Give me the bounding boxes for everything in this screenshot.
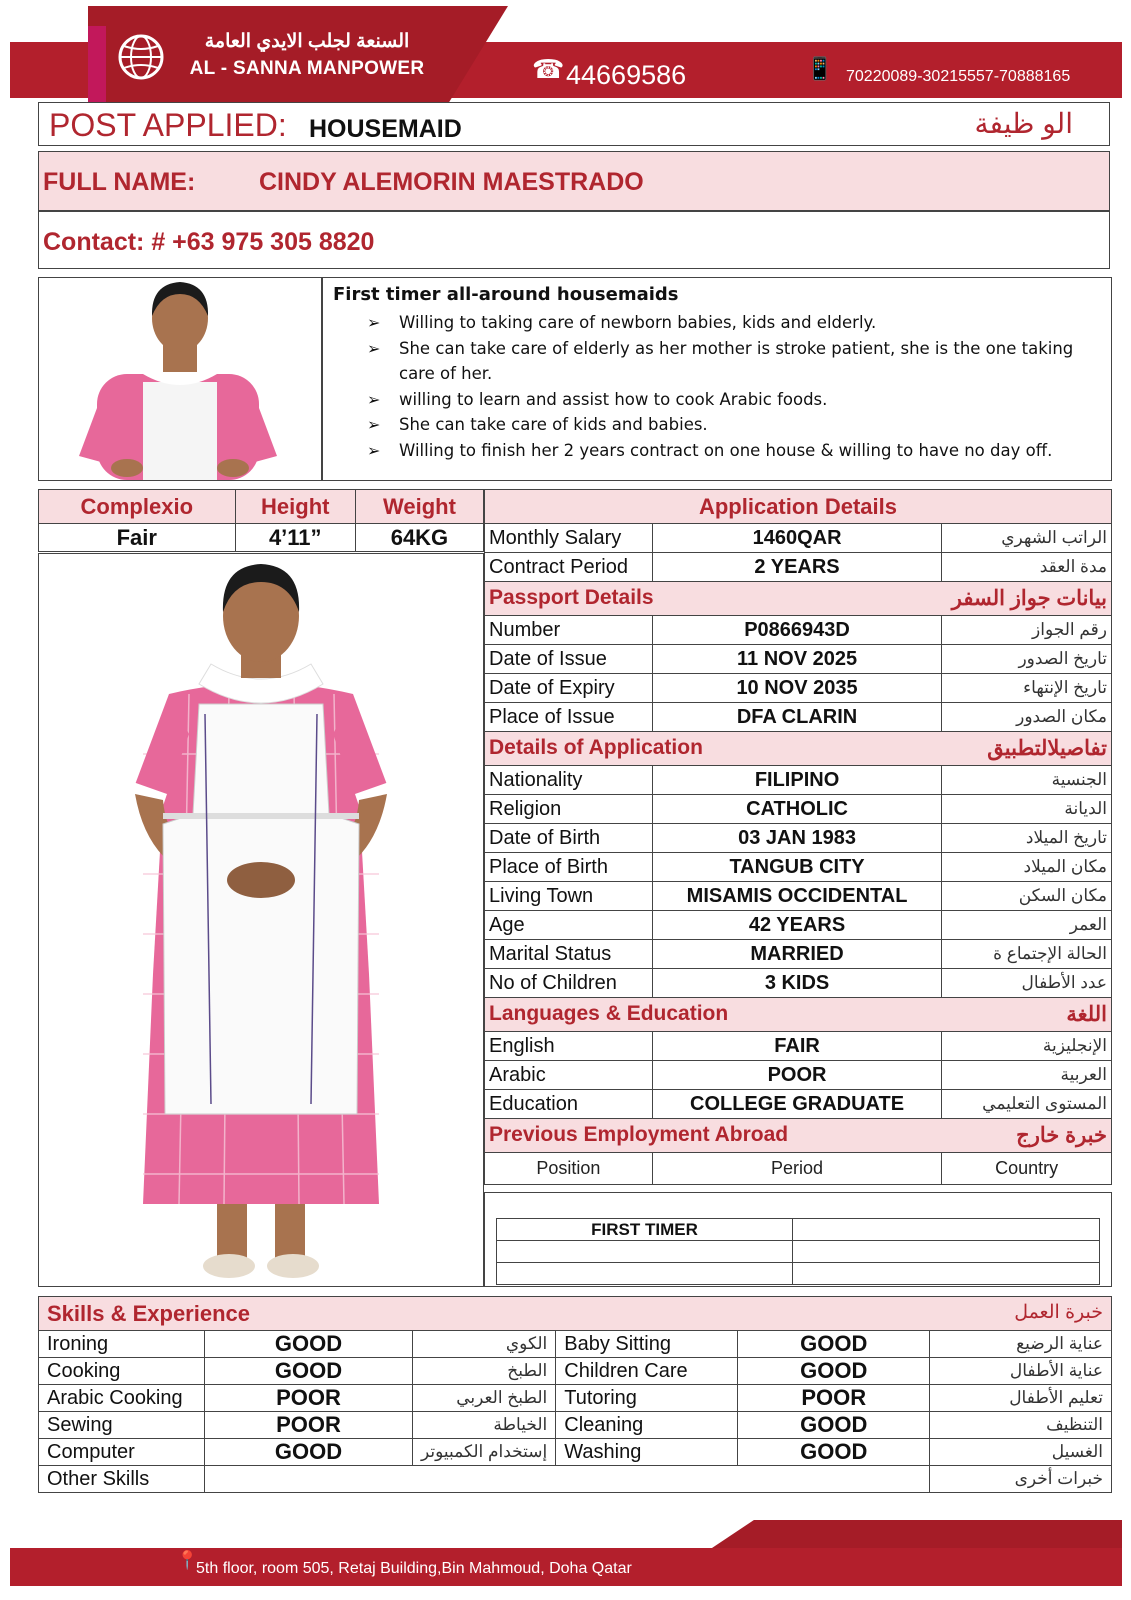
skill-label-arabic: تعليم الأطفال	[930, 1385, 1112, 1412]
contract-label-arabic: مدة العقد	[942, 553, 1112, 582]
table-row	[485, 766, 1112, 795]
skill-label: Computer	[39, 1439, 205, 1466]
skill-label-arabic: الطبخ	[413, 1358, 556, 1385]
nationality-value: FILIPINO	[652, 766, 941, 795]
religion-arabic: الديانة	[942, 795, 1112, 824]
table-row	[39, 1439, 1112, 1466]
skill-label: Arabic Cooking	[39, 1385, 205, 1412]
details-section-title: Details of Application	[489, 736, 703, 759]
details-section-header	[485, 732, 1112, 766]
passport-section-title: Passport Details	[489, 586, 654, 609]
table-row	[497, 1263, 1100, 1285]
table-row	[485, 853, 1112, 882]
company-name-english: AL - SANNA MANPOWER	[189, 58, 425, 79]
passport-number-arabic: رقم الجواز	[942, 616, 1112, 645]
full-name-value: CINDY ALEMORIN MAESTRADO	[259, 168, 644, 196]
skill-label: Washing	[556, 1439, 738, 1466]
skill-level: GOOD	[738, 1331, 930, 1358]
full-name-row	[38, 151, 1110, 211]
expiry-date-arabic: تاريخ الإنتهاء	[942, 674, 1112, 703]
application-details-table	[484, 489, 1112, 1185]
skill-label: Ironing	[39, 1331, 205, 1358]
table-row	[485, 553, 1112, 582]
languages-section-title: Languages & Education	[489, 1002, 729, 1025]
header-accent-stripe	[88, 26, 106, 106]
table-row	[485, 882, 1112, 911]
skills-table	[38, 1296, 1112, 1493]
telephone-icon: ☎	[532, 54, 565, 84]
contact-row	[38, 211, 1110, 269]
table-row	[497, 1241, 1100, 1263]
skill-level: GOOD	[738, 1412, 930, 1439]
issue-place-arabic: مكان الصدور	[942, 703, 1112, 732]
birth-place-arabic: مكان الميلاد	[942, 853, 1112, 882]
previous-employment-column-headers	[485, 1153, 1112, 1185]
birth-place-label: Place of Birth	[485, 853, 653, 882]
skill-level: GOOD	[738, 1358, 930, 1385]
position-header: Position	[485, 1153, 653, 1185]
skill-label: Baby Sitting	[556, 1331, 738, 1358]
passport-number-label: Number	[485, 616, 653, 645]
passport-section-title-arabic: بيانات جواز السفر	[951, 587, 1107, 610]
period-header: Period	[652, 1153, 941, 1185]
education-arabic: المستوى التعليمي	[942, 1090, 1112, 1119]
table-row	[485, 703, 1112, 732]
english-label: English	[485, 1032, 653, 1061]
expiry-date-value: 10 NOV 2035	[652, 674, 941, 703]
children-label: No of Children	[485, 969, 653, 998]
mobile-numbers: 70220089-30215557-70888165	[846, 68, 1071, 85]
previous-period-cell	[793, 1263, 1100, 1285]
skill-label-arabic: الغسيل	[930, 1439, 1112, 1466]
other-skills-arabic: خبرات أخرى	[930, 1466, 1112, 1493]
table-row	[39, 1466, 1112, 1493]
nationality-arabic: الجنسية	[942, 766, 1112, 795]
table-row	[485, 940, 1112, 969]
skill-label-arabic: عناية الرضيع	[930, 1331, 1112, 1358]
contract-label: Contract Period	[485, 553, 653, 582]
skill-label-arabic: عناية الأطفال	[930, 1358, 1112, 1385]
english-value: FAIR	[652, 1032, 941, 1061]
post-applied-row	[38, 102, 1110, 146]
previous-period-cell	[793, 1241, 1100, 1263]
table-row	[497, 1219, 1100, 1241]
skills-title-arabic: خبرة العمل	[1014, 1301, 1103, 1323]
passport-section-header	[485, 582, 1112, 616]
application-details-title: Application Details	[485, 490, 1112, 524]
office-phone: 44669586	[566, 60, 687, 90]
table-row	[485, 969, 1112, 998]
table-row	[485, 524, 1112, 553]
previous-employment-header	[485, 1119, 1112, 1153]
office-address: 5th floor, room 505, Retaj Building,Bin Mahmoud, Doha Qatar	[196, 1560, 632, 1577]
table-row	[39, 1412, 1112, 1439]
skill-label-arabic: الخياطة	[413, 1412, 556, 1439]
details-section-title-arabic: تفاصيلالتطبيق	[987, 737, 1107, 760]
height-value: 4’11”	[235, 524, 355, 552]
weight-value: 64KG	[355, 524, 483, 552]
other-skills-label: Other Skills	[39, 1466, 205, 1493]
arabic-value: POOR	[652, 1061, 941, 1090]
skill-level: GOOD	[738, 1439, 930, 1466]
table-row	[485, 1061, 1112, 1090]
table-row	[485, 911, 1112, 940]
post-applied-label: POST APPLIED:	[49, 107, 287, 143]
expiry-date-label: Date of Expiry	[485, 674, 653, 703]
living-town-label: Living Town	[485, 882, 653, 911]
arabic-label: Arabic	[485, 1061, 653, 1090]
issue-place-label: Place of Issue	[485, 703, 653, 732]
company-name-arabic: السنعة لجلب الايدي العامة	[204, 31, 410, 52]
birth-date-label: Date of Birth	[485, 824, 653, 853]
issue-place-value: DFA CLARIN	[652, 703, 941, 732]
marital-status-arabic: الحالة الإجتماع ة	[942, 940, 1112, 969]
complexion-header: Complexio	[39, 490, 236, 524]
children-value: 3 KIDS	[652, 969, 941, 998]
full-body-photo-frame	[38, 553, 484, 1287]
summary-panel	[322, 277, 1112, 481]
portrait-photo-frame	[38, 277, 322, 481]
country-header: Country	[942, 1153, 1112, 1185]
skills-header	[39, 1297, 1112, 1331]
living-town-arabic: مكان السكن	[942, 882, 1112, 911]
summary-list	[367, 310, 1087, 463]
issue-date-arabic: تاريخ الصدور	[942, 645, 1112, 674]
marital-status-label: Marital Status	[485, 940, 653, 969]
summary-item: ➢ Willing to finish her 2 years contract on one house & willing to have no day off.	[367, 438, 1087, 464]
salary-label: Monthly Salary	[485, 524, 653, 553]
skill-label: Sewing	[39, 1412, 205, 1439]
table-row	[485, 1090, 1112, 1119]
previous-position-cell	[497, 1241, 793, 1263]
portrait-photo	[39, 278, 321, 480]
contract-value: 2 YEARS	[652, 553, 941, 582]
skill-label-arabic: إستخدام الكمبيوتر	[413, 1439, 556, 1466]
skill-level: GOOD	[205, 1358, 413, 1385]
previous-position-cell	[497, 1263, 793, 1285]
religion-value: CATHOLIC	[652, 795, 941, 824]
skill-level: POOR	[205, 1385, 413, 1412]
table-row	[485, 1032, 1112, 1061]
previous-employment-table	[496, 1218, 1100, 1285]
contact-number: Contact: # +63 975 305 8820	[43, 228, 375, 256]
languages-section-title-arabic: اللغة	[1066, 1003, 1107, 1026]
globe-logo-icon	[116, 32, 166, 82]
summary-title: First timer all-around housemaids	[333, 284, 679, 305]
table-row	[485, 616, 1112, 645]
summary-item: ➢ She can take care of elderly as her mother is stroke patient, she is the one taking care of her.	[367, 336, 1087, 387]
table-row	[485, 824, 1112, 853]
age-arabic: العمر	[942, 911, 1112, 940]
age-value: 42 YEARS	[652, 911, 941, 940]
table-row	[485, 674, 1112, 703]
full-name-label: FULL NAME:	[43, 168, 196, 196]
skill-level: POOR	[205, 1412, 413, 1439]
skill-level: POOR	[738, 1385, 930, 1412]
table-row	[39, 1331, 1112, 1358]
birth-place-value: TANGUB CITY	[652, 853, 941, 882]
skill-label: Tutoring	[556, 1385, 738, 1412]
age-label: Age	[485, 911, 653, 940]
summary-item: ➢ She can take care of kids and babies.	[367, 412, 1087, 438]
passport-number-value: P0866943D	[652, 616, 941, 645]
marital-status-value: MARRIED	[652, 940, 941, 969]
table-row	[485, 645, 1112, 674]
salary-value: 1460QAR	[652, 524, 941, 553]
previous-employment-title: Previous Employment Abroad	[489, 1123, 789, 1146]
table-row	[39, 1358, 1112, 1385]
issue-date-value: 11 NOV 2025	[652, 645, 941, 674]
mobile-phone-icon: 📱	[806, 56, 834, 81]
previous-employment-title-arabic: خبرة خارج	[1016, 1124, 1107, 1147]
religion-label: Religion	[485, 795, 653, 824]
skill-label-arabic: الطبخ العربي	[413, 1385, 556, 1412]
skills-title: Skills & Experience	[47, 1300, 250, 1326]
skill-label-arabic: الكوي	[413, 1331, 556, 1358]
post-applied-value: HOUSEMAID	[309, 115, 462, 143]
height-header: Height	[235, 490, 355, 524]
salary-label-arabic: الراتب الشهري	[942, 524, 1112, 553]
measurements-table	[38, 489, 484, 552]
full-body-photo	[39, 554, 483, 1286]
arabic-arabic: العربية	[942, 1061, 1112, 1090]
birth-date-arabic: تاريخ الميلاد	[942, 824, 1112, 853]
issue-date-label: Date of Issue	[485, 645, 653, 674]
complexion-value: Fair	[39, 524, 236, 552]
skill-level: GOOD	[205, 1439, 413, 1466]
education-value: COLLEGE GRADUATE	[652, 1090, 941, 1119]
summary-item: ➢ willing to learn and assist how to cook Arabic foods.	[367, 387, 1087, 413]
children-arabic: عدد الأطفال	[942, 969, 1112, 998]
previous-period-cell	[793, 1219, 1100, 1241]
education-label: Education	[485, 1090, 653, 1119]
languages-section-header	[485, 998, 1112, 1032]
skill-label: Cleaning	[556, 1412, 738, 1439]
skill-level: GOOD	[205, 1331, 413, 1358]
table-row	[485, 795, 1112, 824]
english-arabic: الإنجليزية	[942, 1032, 1112, 1061]
skill-label: Cooking	[39, 1358, 205, 1385]
birth-date-value: 03 JAN 1983	[652, 824, 941, 853]
skill-label-arabic: التنظيف	[930, 1412, 1112, 1439]
table-row	[39, 1385, 1112, 1412]
summary-item: ➢ Willing to taking care of newborn babies, kids and elderly.	[367, 310, 1087, 336]
skill-label: Children Care	[556, 1358, 738, 1385]
other-skills-value	[205, 1466, 930, 1493]
previous-position-cell: FIRST TIMER	[497, 1219, 793, 1241]
living-town-value: MISAMIS OCCIDENTAL	[652, 882, 941, 911]
weight-header: Weight	[355, 490, 483, 524]
location-pin-icon: 📍	[176, 1550, 199, 1570]
nationality-label: Nationality	[485, 766, 653, 795]
post-applied-label-arabic: الو ظيفة	[974, 108, 1073, 139]
